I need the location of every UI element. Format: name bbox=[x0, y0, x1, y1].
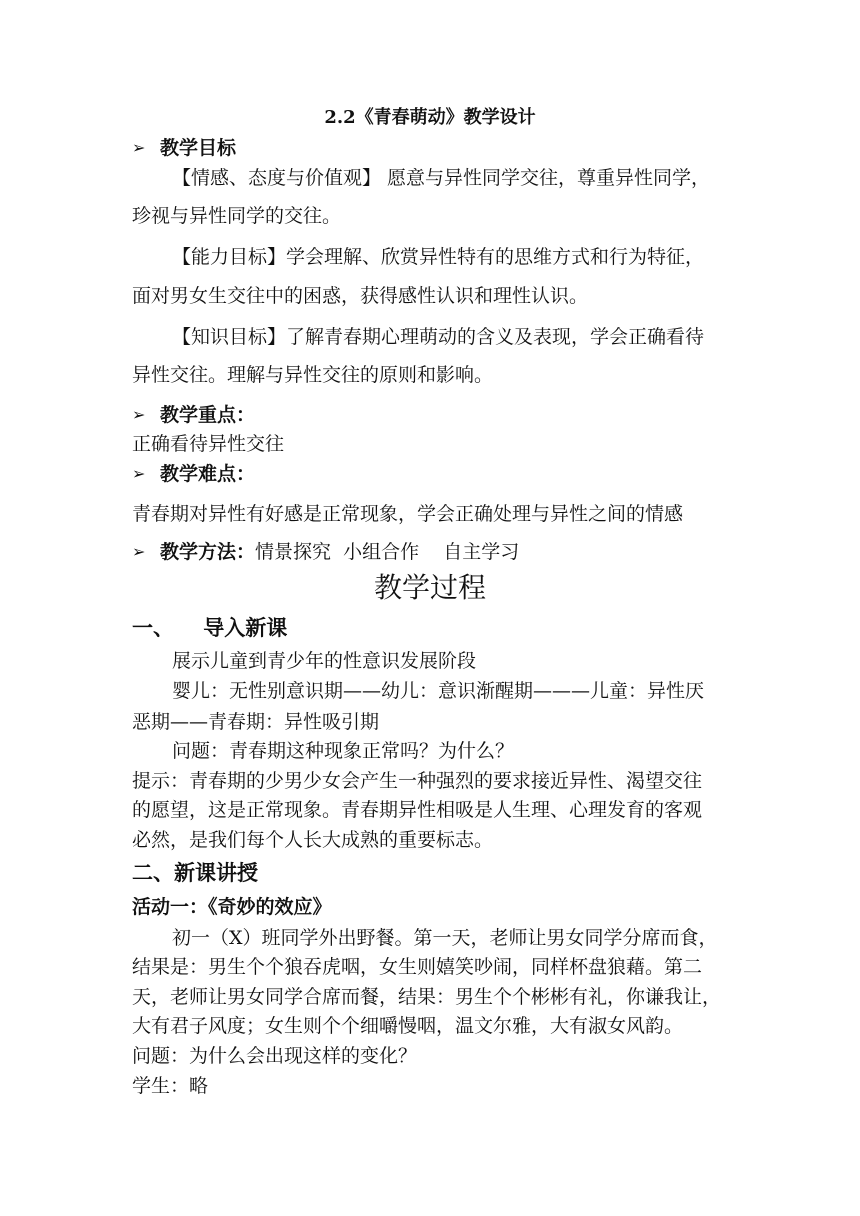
ability-goal-line-2: 面对男女生交往中的困惑，获得感性认识和理性认识。 bbox=[132, 285, 589, 307]
key-point-text: 正确看待异性交往 bbox=[132, 433, 285, 455]
process-heading: 教学过程 bbox=[373, 571, 486, 604]
knowledge-goal-line-1: 【知识目标】了解青春期心理萌动的含义及表现，学会正确看待 bbox=[172, 326, 705, 348]
difficulty-text: 青春期对异性有好感是正常现象，学会正确处理与异性之间的情感 bbox=[132, 503, 684, 525]
method-text: 情景探究 小组合作 自主学习 bbox=[255, 541, 520, 563]
emotion-goal-line-1: 【情感、态度与价值观】 愿意与异性同学交往，尊重异性同学， bbox=[172, 167, 711, 189]
emotion-goal-line-2: 珍视与异性同学的交往。 bbox=[132, 205, 342, 227]
section-1-line-2: 婴儿：无性别意识期——幼儿：意识渐醒期———儿童：异性厌 bbox=[172, 680, 705, 702]
bullet-arrow-icon: ➢ bbox=[132, 405, 146, 424]
section-2-line-2: 结果是：男生个个狼吞虎咽，女生则嬉笑吵闹，同样杯盘狼藉。第二 bbox=[132, 956, 703, 978]
section-2-line-1: 初一（X）班同学外出野餐。第一天，老师让男女同学分席而食， bbox=[172, 927, 718, 949]
section-1-line-3: 恶期——青春期：异性吸引期 bbox=[132, 711, 380, 733]
section-1-line-5: 提示：青春期的少男少女会产生一种强烈的要求接近异性、渴望交往 bbox=[132, 770, 703, 792]
knowledge-goal-line-2: 异性交往。理解与异性交往的原则和影响。 bbox=[132, 364, 494, 386]
section-2-line-4: 大有君子风度；女生则个个细嚼慢咽，温文尔雅，大有淑女风韵。 bbox=[132, 1015, 684, 1037]
goals-heading: 教学目标 bbox=[160, 137, 237, 159]
section-1-line-6: 的愿望，这是正常现象。青春期异性相吸是人生理、心理发育的客观 bbox=[132, 799, 703, 821]
section-1-heading: 一、 导入新课 bbox=[132, 615, 288, 640]
difficulty-heading: 教学难点： bbox=[160, 463, 256, 485]
activity-1-title: 活动一：《奇妙的效应》 bbox=[132, 896, 332, 918]
method-heading: 教学方法： bbox=[160, 541, 256, 563]
section-1-line-4: 问题：青春期这种现象正常吗？为什么？ bbox=[172, 740, 515, 762]
method-row bbox=[160, 541, 732, 563]
section-1-line-7: 必然，是我们每个人长大成熟的重要标志。 bbox=[132, 829, 494, 851]
key-point-heading: 教学重点： bbox=[160, 404, 256, 426]
bullet-arrow-icon: ➢ bbox=[132, 138, 146, 157]
section-1-line-1: 展示儿童到青少年的性意识发展阶段 bbox=[172, 650, 477, 672]
bullet-arrow-icon: ➢ bbox=[132, 542, 146, 561]
section-2-heading: 二、新课讲授 bbox=[132, 860, 258, 885]
bullet-arrow-icon: ➢ bbox=[132, 464, 146, 483]
section-2-line-5: 问题：为什么会出现这样的变化？ bbox=[132, 1045, 418, 1067]
ability-goal-line-1: 【能力目标】学会理解、欣赏异性特有的思维方式和行为特征， bbox=[172, 246, 705, 268]
section-2-line-6: 学生：略 bbox=[132, 1075, 209, 1097]
document-title: 2.2《青春萌动》教学设计 bbox=[324, 107, 536, 128]
section-2-line-3: 天，老师让男女同学合席而餐，结果：男生个个彬彬有礼，你谦我让， bbox=[132, 986, 722, 1008]
